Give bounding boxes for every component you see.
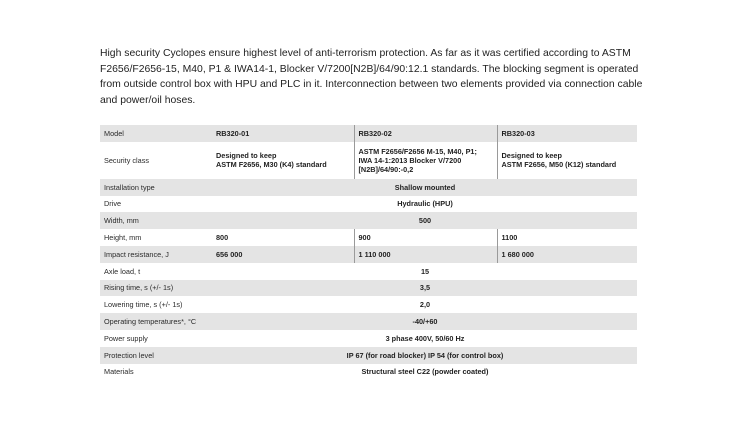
row-label-axle-load: Axle load, t xyxy=(104,266,141,276)
table-row-power-supply xyxy=(100,330,637,347)
security-class-rb320-02: ASTM F2656/F2656 M-15, M40, P1; IWA 14-1:2013 Blocker V/7200 [N2B]/64/90:-0,2 xyxy=(354,142,497,179)
table-row-width xyxy=(100,212,637,229)
installation-type-value: Shallow mounted xyxy=(212,179,637,196)
impact-rb320-02: 1 110 000 xyxy=(354,246,497,263)
operating-temperatures-value: -40/+60 xyxy=(212,313,637,330)
table-row-rising-time xyxy=(100,280,637,297)
model-rb320-02: RB320-02 xyxy=(354,125,497,142)
materials-value: Structural steel C22 (powder coated) xyxy=(361,367,489,377)
row-label-operating-temperatures: Operating temperatures*, °C xyxy=(100,313,212,330)
row-label-model: Model xyxy=(100,125,212,142)
drive-value: Hydraulic (HPU) xyxy=(397,199,453,209)
row-label-rising-time: Rising time, s (+/- 1s) xyxy=(100,280,212,297)
row-label-impact-resistance: Impact resistance, J xyxy=(100,246,212,263)
table-row-drive xyxy=(100,196,637,213)
row-label-installation-type: Installation type xyxy=(100,179,212,196)
width-value: 500 xyxy=(212,212,637,229)
lowering-time-value: 2,0 xyxy=(419,300,431,310)
height-rb320-02: 900 xyxy=(354,229,497,246)
row-label-drive: Drive xyxy=(104,199,122,209)
table-row-installation-type xyxy=(100,179,637,196)
height-rb320-03: 1100 xyxy=(497,229,637,246)
table-row-lowering-time xyxy=(100,296,637,313)
specification-table xyxy=(100,125,637,380)
row-label-width: Width, mm xyxy=(100,212,212,229)
table-row-model xyxy=(100,125,637,142)
row-label-materials: Materials xyxy=(104,367,134,377)
table-row-protection-level xyxy=(100,347,637,364)
intro-text xyxy=(100,46,645,108)
intro-paragraph: High security Cyclopes ensure highest level of anti-terrorism protection. As far as it was certified according to ASTM F2656/F2656-15, M40, P1 & IWA14-1, Blocker V/7200[N2B]/64/90:12.1 standards. The blocking segment is operated from outside control box with HPU and PLC in it. Interconnection between two elements provided via connection cable and power/oil hoses. xyxy=(100,48,643,106)
table-row-security-class xyxy=(100,142,637,179)
impact-rb320-03: 1 680 000 xyxy=(497,246,637,263)
rising-time-value: 3,5 xyxy=(212,280,637,297)
security-class-rb320-01: Designed to keep ASTM F2656, M30 (K4) standard xyxy=(216,151,327,170)
protection-level-value: IP 67 (for road blocker) IP 54 (for control box) xyxy=(212,347,637,364)
table-row-materials xyxy=(100,364,637,381)
model-rb320-03: RB320-03 xyxy=(497,125,637,142)
row-label-power-supply: Power supply xyxy=(104,333,148,343)
impact-rb320-01: 656 000 xyxy=(212,246,354,263)
table-row-operating-temperatures xyxy=(100,313,637,330)
row-label-security-class: Security class xyxy=(104,155,150,165)
table-row-height xyxy=(100,229,637,246)
table-row-axle-load xyxy=(100,263,637,280)
row-label-protection-level: Protection level xyxy=(100,347,212,364)
model-rb320-01: RB320-01 xyxy=(212,125,354,142)
row-label-lowering-time: Lowering time, s (+/- 1s) xyxy=(104,300,183,310)
table-row-impact-resistance xyxy=(100,246,637,263)
height-rb320-01: 800 xyxy=(216,233,229,243)
power-supply-value: 3 phase 400V, 50/60 Hz xyxy=(385,333,465,343)
row-label-height: Height, mm xyxy=(104,233,142,243)
security-class-rb320-03: Designed to keep ASTM F2656, M50 (K12) standard xyxy=(497,142,637,179)
axle-load-value: 15 xyxy=(420,266,430,276)
